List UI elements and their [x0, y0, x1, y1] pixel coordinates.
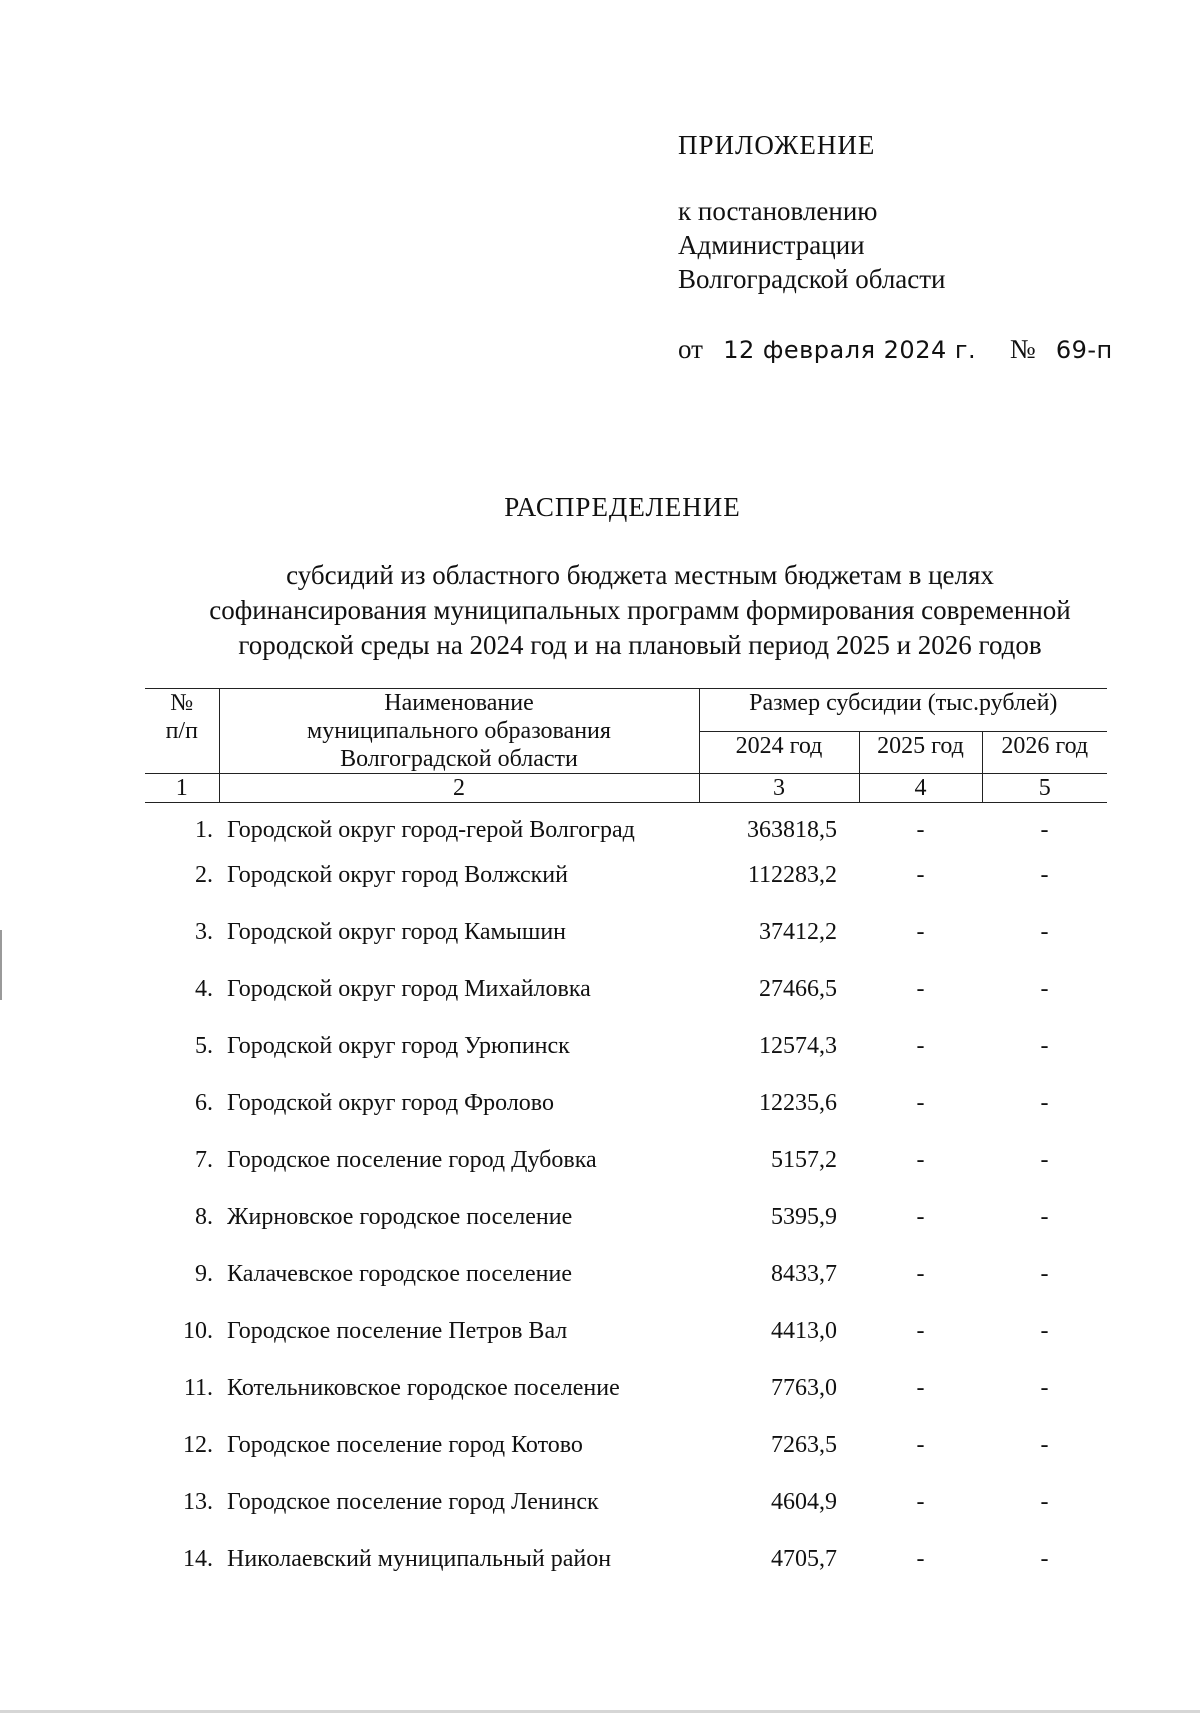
subsidy-2024: 37412,2: [759, 919, 837, 945]
row-number: 3.: [195, 919, 213, 945]
subsidy-2026: -: [1040, 1147, 1049, 1173]
row-number: 2.: [195, 862, 213, 888]
subsidy-2025: -: [916, 1375, 925, 1401]
subsidy-2026: -: [1040, 976, 1049, 1002]
header-amount-group: Размер субсидии (тыс.рублей): [699, 689, 1107, 732]
municipality-name: Городской округ город Михайловка: [227, 976, 591, 1002]
table-row: [145, 1088, 1107, 1145]
subsidy-2024: 5395,9: [771, 1204, 837, 1230]
column-number-5: 5: [982, 774, 1107, 803]
municipality-name: Городской округ город-герой Волгоград: [227, 817, 635, 843]
resolution-date-line: [678, 332, 1113, 367]
column-number-4: 4: [859, 774, 982, 803]
column-number-2: 2: [219, 774, 699, 803]
subsidy-2026: -: [1040, 1432, 1049, 1458]
table-row: [145, 803, 1107, 861]
subsidy-2024: 27466,5: [759, 976, 837, 1002]
table-row: [145, 974, 1107, 1031]
municipality-name: Городской округ город Фролово: [227, 1090, 554, 1116]
header-number-symbol: №: [170, 690, 194, 716]
municipality-name: Николаевский муниципальный район: [227, 1546, 612, 1572]
row-number: 14.: [183, 1546, 213, 1572]
subsidy-2024: 5157,2: [771, 1147, 837, 1173]
row-number: 12.: [183, 1432, 213, 1458]
resolution-number: 69-п: [1055, 336, 1113, 364]
scan-bottom-edge: [0, 1710, 1200, 1713]
header-year-2026: 2026 год: [982, 731, 1107, 774]
subsidy-2024: 8433,7: [771, 1261, 837, 1287]
appendix-heading: ПРИЛОЖЕНИЕ: [678, 130, 876, 160]
row-number: 4.: [195, 976, 213, 1002]
table-row: [145, 1487, 1107, 1544]
subsidy-2025: -: [916, 1546, 925, 1572]
municipality-name: Калачевское городское поселение: [227, 1261, 572, 1287]
table-row: [145, 1202, 1107, 1259]
scan-edge-mark: [0, 930, 2, 1000]
subsidy-2026: -: [1040, 1318, 1049, 1344]
row-number: 6.: [195, 1090, 213, 1116]
row-number: 5.: [195, 1033, 213, 1059]
municipality-name: Городское поселение город Дубовка: [227, 1147, 597, 1173]
table-row: [145, 1430, 1107, 1487]
table-row: [145, 1259, 1107, 1316]
subsidy-2026: -: [1040, 1489, 1049, 1515]
municipality-name: Городской округ город Волжский: [227, 862, 568, 888]
resolution-date: 12 февраля 2024 г.: [723, 336, 977, 364]
subsidy-2025: -: [916, 919, 925, 945]
municipality-name: Городской округ город Урюпинск: [227, 1033, 570, 1059]
header-name-line-2: муниципального образования: [307, 718, 611, 744]
municipality-name: Городское поселение город Котово: [227, 1432, 583, 1458]
header-year-2024: 2024 год: [699, 731, 859, 774]
subsidy-2025: -: [916, 817, 925, 843]
subsidy-2026: -: [1040, 862, 1049, 888]
subsidy-2026: -: [1040, 919, 1049, 945]
subsidy-2025: -: [916, 1432, 925, 1458]
document-title: РАСПРЕДЕЛЕНИЕ: [504, 492, 741, 522]
table-row: [145, 1145, 1107, 1202]
municipality-name: Городское поселение город Ленинск: [227, 1489, 599, 1515]
subsidy-2025: -: [916, 1261, 925, 1287]
approval-block: [678, 128, 1113, 367]
municipality-name: Городское поселение Петров Вал: [227, 1318, 568, 1344]
row-number: 10.: [183, 1318, 213, 1344]
subsidy-2025: -: [916, 1318, 925, 1344]
header-number: [145, 689, 219, 774]
header-name-line-1: Наименование: [384, 690, 534, 716]
approval-line-1: к постановлению: [678, 196, 878, 226]
subsidy-2024: 4705,7: [771, 1546, 837, 1572]
approval-line-3: Волгоградской области: [678, 264, 946, 294]
municipality-name: Городской округ город Камышин: [227, 919, 566, 945]
table-body: [145, 803, 1107, 1602]
subsidy-2024: 12235,6: [759, 1090, 837, 1116]
table-row: [145, 1544, 1107, 1601]
document-subtitle: [140, 558, 1140, 663]
row-number: 11.: [183, 1375, 213, 1401]
table-row: [145, 860, 1107, 917]
municipality-name: Жирновское городское поселение: [227, 1204, 573, 1230]
table-row: [145, 1373, 1107, 1430]
subsidy-2026: -: [1040, 1090, 1049, 1116]
table-row: [145, 1031, 1107, 1088]
subsidy-2024: 7763,0: [771, 1375, 837, 1401]
number-prefix: №: [1009, 334, 1036, 364]
subtitle-line-3: городской среды на 2024 год и на плановый период 2025 и 2026 годов: [238, 630, 1042, 660]
municipality-name: Котельниковское городское поселение: [227, 1375, 620, 1401]
subsidy-2026: -: [1040, 1375, 1049, 1401]
subsidy-2024: 4604,9: [771, 1489, 837, 1515]
subsidy-2026: -: [1040, 1204, 1049, 1230]
column-number-1: 1: [145, 774, 219, 803]
table-row: [145, 1316, 1107, 1373]
subsidy-2026: -: [1040, 1546, 1049, 1572]
column-number-3: 3: [699, 774, 859, 803]
subsidy-2024: 112283,2: [747, 862, 837, 888]
approval-line-2: Администрации: [678, 230, 865, 260]
header-name-line-3: Волгоградской области: [340, 746, 578, 772]
subsidy-2026: -: [1040, 817, 1049, 843]
row-number: 13.: [183, 1489, 213, 1515]
subsidy-2026: -: [1040, 1033, 1049, 1059]
subsidy-2025: -: [916, 1204, 925, 1230]
subsidy-2025: -: [916, 1489, 925, 1515]
row-number: 9.: [195, 1261, 213, 1287]
subsidy-2025: -: [916, 1090, 925, 1116]
subtitle-line-1: субсидий из областного бюджета местным бюджетам в целях: [286, 560, 994, 590]
subsidy-2024: 12574,3: [759, 1033, 837, 1059]
subsidy-2024: 7263,5: [771, 1432, 837, 1458]
table-header-row: [145, 689, 1107, 732]
table-row: [145, 917, 1107, 974]
date-prefix: от: [678, 334, 703, 364]
subsidy-2025: -: [916, 1147, 925, 1173]
column-number-row: [145, 774, 1107, 803]
subsidy-2024: 4413,0: [771, 1318, 837, 1344]
subsidy-2025: -: [916, 862, 925, 888]
subsidy-2025: -: [916, 976, 925, 1002]
subsidy-2025: -: [916, 1033, 925, 1059]
subsidy-2024: 363818,5: [747, 817, 837, 843]
subsidy-table: [145, 688, 1107, 1601]
row-number: 1.: [195, 817, 213, 843]
header-number-abbr: п/п: [165, 718, 198, 744]
subtitle-line-2: софинансирования муниципальных программ формирования современной: [209, 595, 1071, 625]
subsidy-2026: -: [1040, 1261, 1049, 1287]
header-year-2025: 2025 год: [859, 731, 982, 774]
header-name: [219, 689, 699, 774]
row-number: 7.: [195, 1147, 213, 1173]
row-number: 8.: [195, 1204, 213, 1230]
